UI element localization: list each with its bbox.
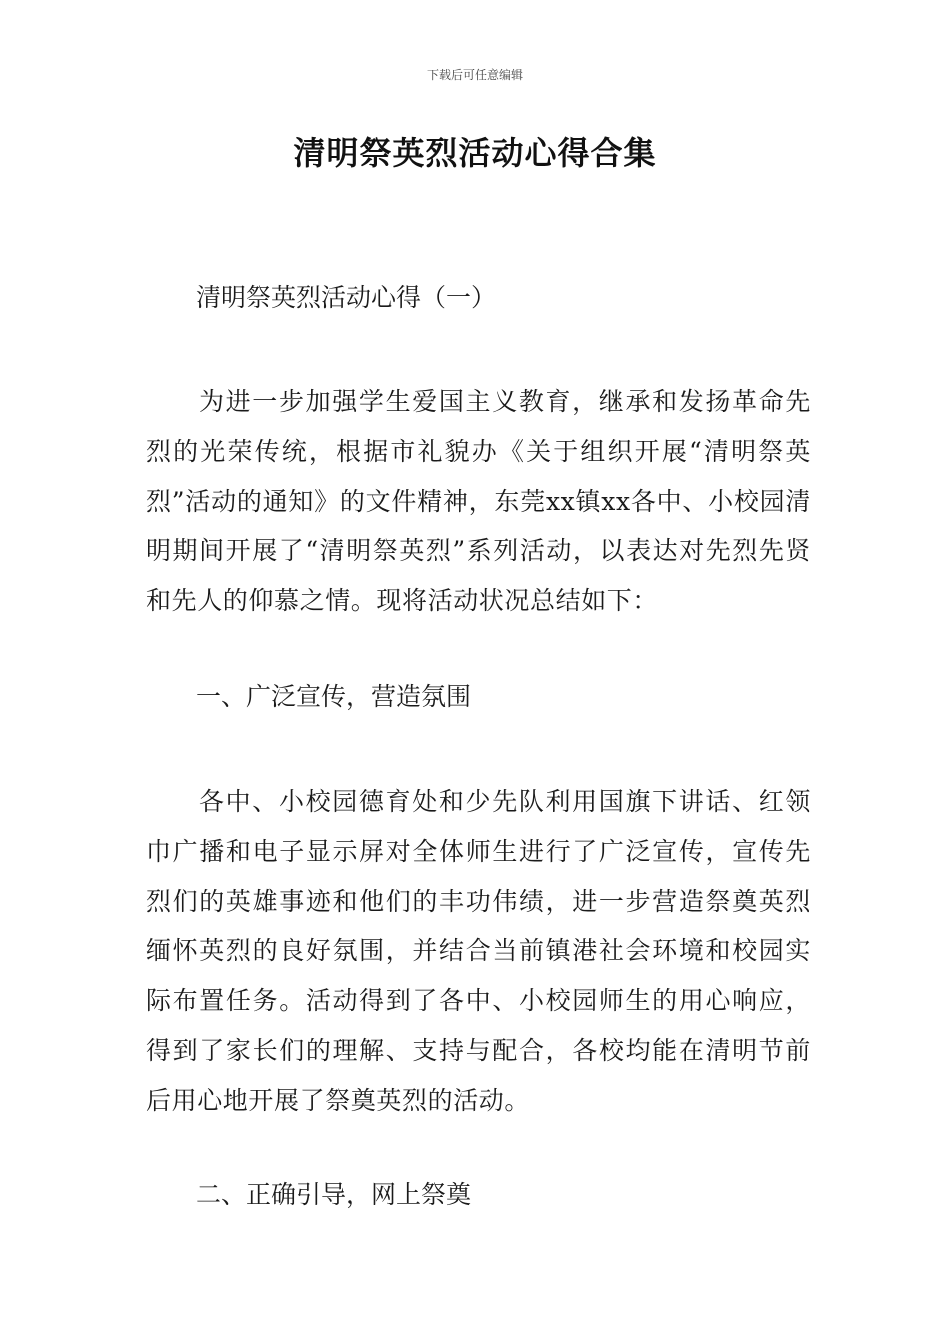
subheading: 二、正确引导，网上祭奠 (196, 1180, 472, 1209)
header-note: 下载后可任意编辑 (426, 68, 523, 82)
paragraph: 各中、小校园德育处和少先队利用国旗下讲话、红领巾广播和电子显示屏对全体师生进行了广泛宣传，宣传先烈们的英雄事迹和他们的丰功伟绩，进一步营造祭奠英烈缅怀英烈的良好氛围，并结合当前镇港社会环境和校园实际布置任务。活动得到了各中、小校园师生的用心响应，得到了家长们的理解、支持与配合，各校均能在清明节前后用心地开展了祭奠英烈的活动。 (146, 787, 811, 1115)
subheading: 一、广泛宣传，营造氛围 (196, 682, 472, 711)
document-title: 清明祭英烈活动心得合集 (293, 134, 657, 172)
section-heading: 清明祭英烈活动心得（一） (196, 283, 497, 312)
paragraph: 为进一步加强学生爱国主义教育，继承和发扬革命先烈的光荣传统，根据市礼貌办《关于组织开展“清明祭英烈”活动的通知》的文件精神，东莞xx镇xx各中、小校园清明期间开展了“清明祭英烈”系列活动，以表达对先烈先贤和先人的仰慕之情。现将活动状况总结如下： (146, 387, 811, 616)
